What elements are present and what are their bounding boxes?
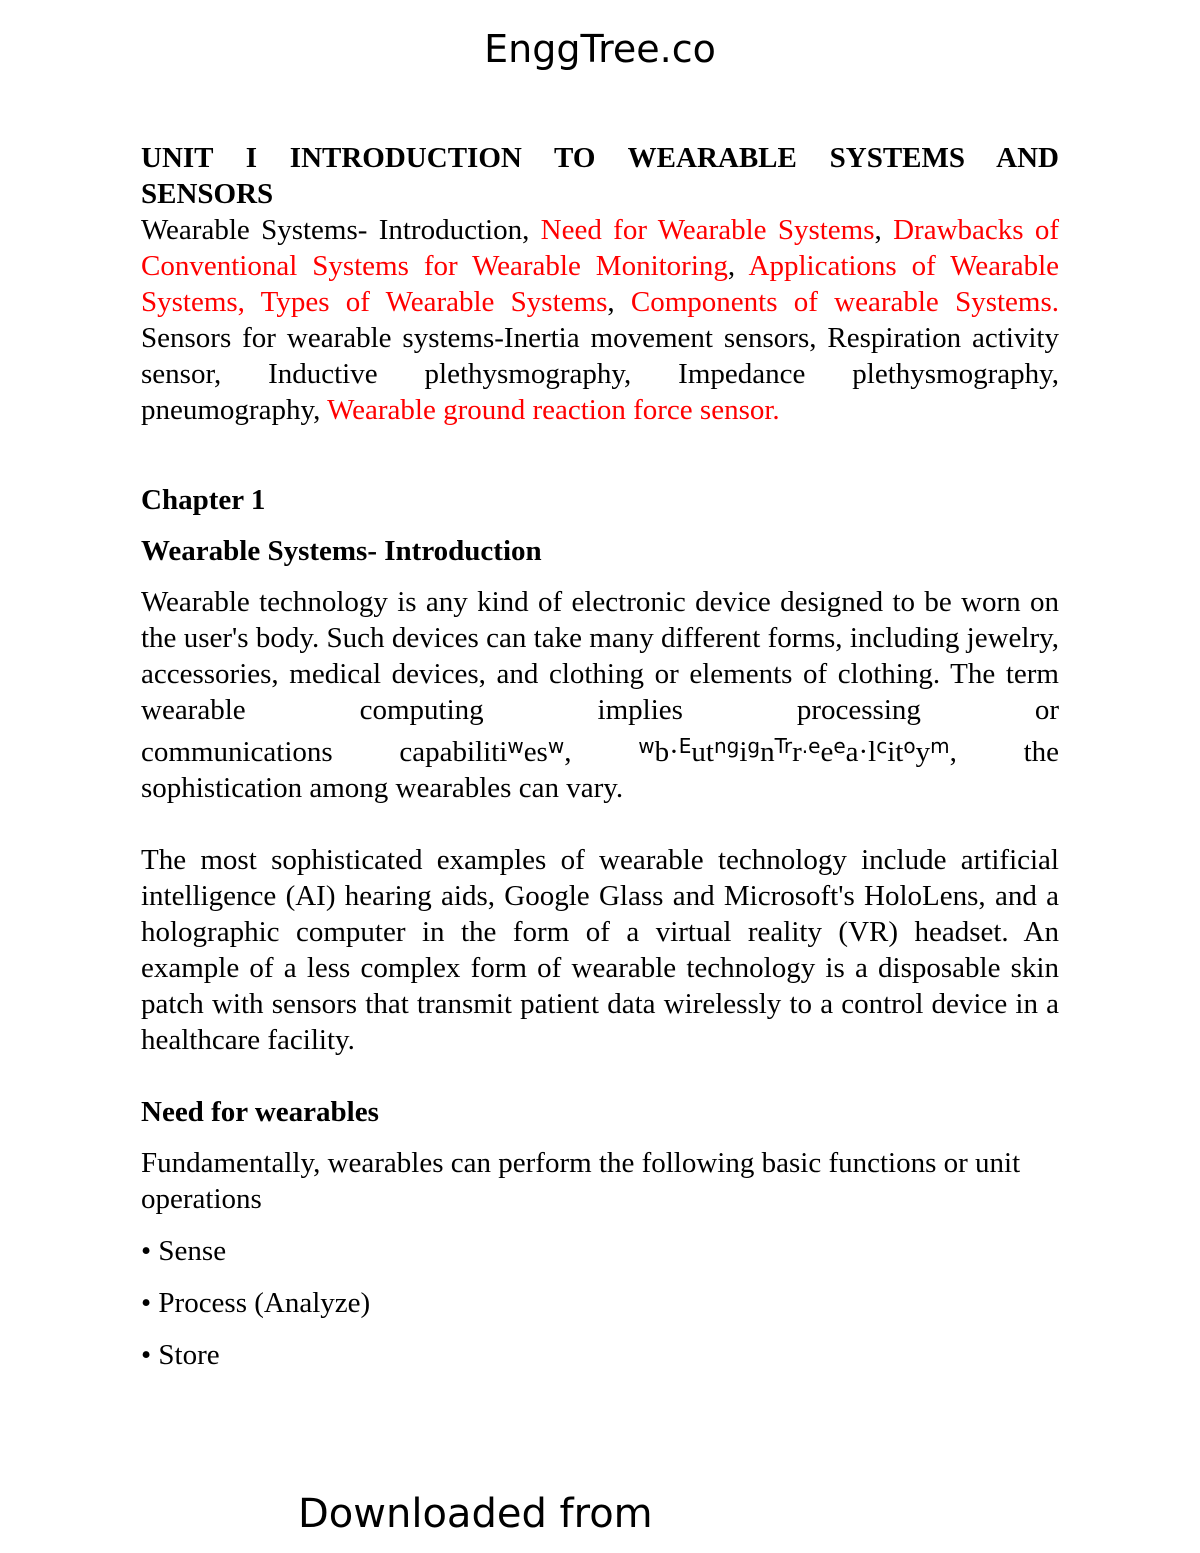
examples-paragraph: The most sophisticated examples of wearable technology include artificial intelligence (AI) hearing aids, Google Glass and Microsoft's HoloLens, and a holographic computer in the form of a virtual reality (VR) headset. An example of a less complex form of wearable technology is a disposable skin patch with sensors that transmit patient data wirelessly to a control device in a healthcare facility. [141, 844, 1059, 1056]
syllabus-topic-highlight: Need for Wearable Systems [540, 214, 875, 246]
syllabus-topic-highlight: Wearable ground reaction force sensor. [327, 394, 780, 426]
unit-syllabus [141, 212, 1059, 428]
chapter-label: Chapter 1 [141, 484, 266, 516]
intro-paragraph: Wearable technology is any kind of electronic device designed to be worn on the user's body. Such devices can take many different forms, including jewelry, accessories, medical devices, and clothing or elements of clothing. The term wearable computing implies processing or [141, 586, 1059, 726]
intro-paragraph-garbled-line: communications $capabiliti^wes^w$, $^wb\cdot^Eut^{ng}i^gn^{Tr}r^{.e}e^ea\cdot l^cit^oy^m$, the [141, 734, 1059, 768]
intro-paragraph-end: sophistication among wearables can vary. [141, 772, 624, 804]
unit-title: UNIT I INTRODUCTION TO WEARABLE SYSTEMS AND SENSORS [141, 142, 1059, 210]
syllabus-segment: , [727, 250, 749, 282]
syllabus-segment: Sensors for wearable systems-Inertia movement sensors, Respiration activity sensor, Inductive plethysmography, Impedance plethysmography, pneumography, [141, 322, 1059, 426]
section-title: Wearable Systems- Introduction [141, 535, 542, 567]
need-section-title: Need for wearables [141, 1096, 379, 1128]
list-item: • Process (Analyze) [141, 1287, 371, 1319]
syllabus-segment: , [607, 286, 631, 318]
syllabus-topic-highlight: Drawbacks of Conventional Systems for Wearable Monitoring [141, 214, 1060, 282]
list-item: • Sense [141, 1235, 227, 1267]
syllabus-segment: , [874, 214, 894, 246]
syllabus-topic-highlight: Components of wearable Systems. [630, 286, 1059, 318]
syllabus-segment: Wearable Systems- Introduction, [141, 214, 541, 246]
syllabus-topic-highlight: Applications of Wearable Systems, Types of Wearable Systems [141, 250, 1059, 318]
site-watermark-header: EnggTree.co [484, 27, 716, 71]
list-item: • Store [141, 1339, 220, 1371]
document-body [141, 140, 1059, 1373]
download-footer: Downloaded from [298, 1491, 653, 1537]
need-intro-paragraph: Fundamentally, wearables can perform the following basic functions or unit operations [141, 1147, 1021, 1215]
